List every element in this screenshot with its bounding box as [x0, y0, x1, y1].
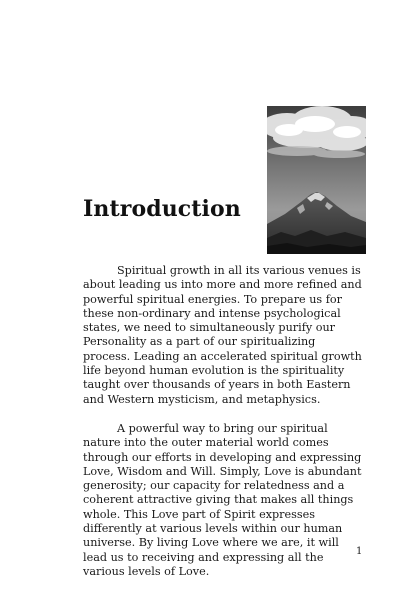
paragraph: Spiritual growth in all its various venues is about leading us into more and more refined and powerful spiritual energies. To prepare us for these non-ordinary and intense psychological states, we need to simultaneously purify our Personality as a part of our spiritualizing process. Leading an accelerated spiritual growth life beyond human evolution is the spirituality taught over thousands of years in both Eastern and Western mysticism, and metaphysics. — [83, 264, 362, 406]
page-title: Introduction — [83, 196, 241, 222]
mountain-cloud-photo — [267, 106, 366, 254]
body-text — [83, 264, 363, 579]
paragraph: A powerful way to bring our spiritual nature into the outer material world comes through our efforts in developing and expressing Love, Wisdom and Will. Simply, Love is abundant generosity; our capacity for relatedness and a coherent attractive giving that makes all things whole. This Love part of Spirit expresses differently at various levels within our human universe. By living Love where we are, it will lead us to receiving and expressing all the various levels of Love. — [83, 421, 362, 578]
page-number: 1 — [356, 546, 363, 557]
